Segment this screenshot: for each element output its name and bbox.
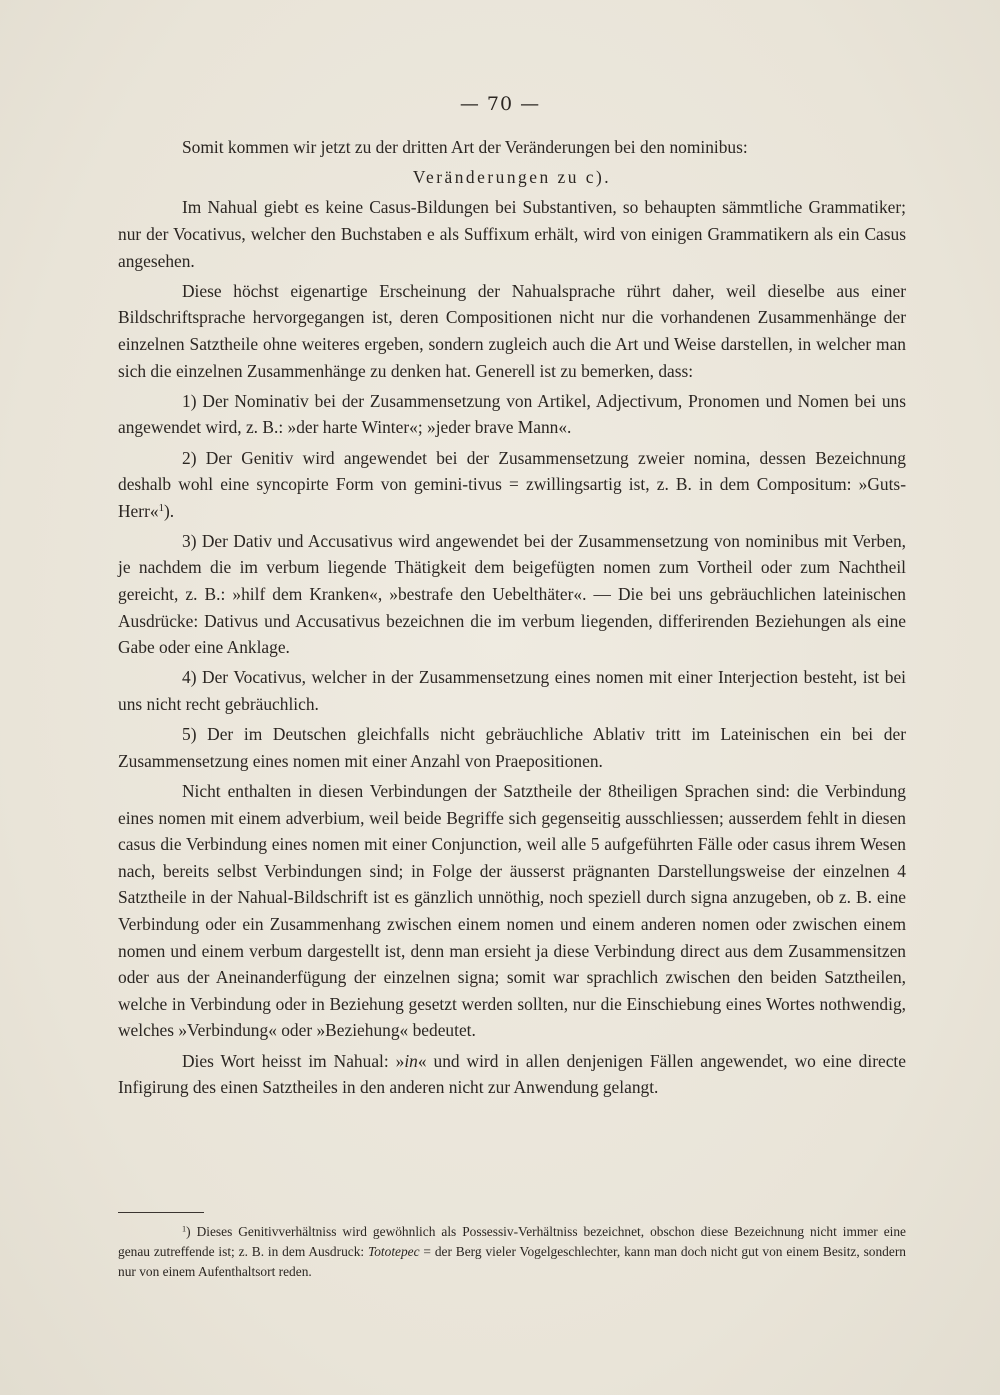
paragraph-5-italic: in (404, 1050, 418, 1071)
body-text (118, 134, 906, 1104)
footnote-tail: = der Berg vieler Vogelgeschlechter, kann man doch nicht gut von einem Besitz, sondern nur von einem Aufenthaltsort reden. (118, 1244, 906, 1279)
list-item-2-tail: ). (163, 500, 175, 521)
paragraph-2-text: Im Nahual giebt es keine Casus-Bildungen bei Substantiven, so behaupten sämmtliche Grammatiker; nur der Vocativus, welcher den Buchstaben e als Suffixum erhält, wird von einigen Grammatikern als ein Casus angesehen. (118, 197, 906, 271)
footnote-divider (118, 1212, 204, 1213)
paragraph-5-tail: « und wird in allen denjenigen Fällen angewendet, wo eine directe Infigirung des einen Satztheiles in den anderen nicht zur Anwendung gelangt. (118, 1050, 906, 1098)
paragraph-3: Diese höchst eigenartige Erscheinung der Nahualsprache rührt daher, weil dieselbe aus einer Bildschriftsprache hervorgegangen ist, deren Compositionen nicht nur die vorhandenen Zusammenhänge der einzelnen Satztheile ohne weiteres ergeben, sondern zugleich auch die Art und Weise darstellen, in welcher man sich die einzelnen Zusammenhänge zu denken hat. Generell ist zu bemerken, dass: (118, 280, 906, 381)
list-item-3: 3) Der Dativ und Accusativus wird angewendet bei der Zusammensetzung von nominibus mit Verben, je nachdem die im verbum liegende Thätigkeit dem beigefügten nomen zum Vortheil oder zum Nachtheil gereicht, z. B.: »hilf dem Kranken«, »bestrafe den Uebelthäter«. — Die bei uns gebräuchlichen lateinischen Ausdrücke: Dativus und Accusativus bezeichnen die im verbum liegenden, differirenden Beziehungen als eine Gabe oder eine Anklage. (118, 530, 906, 658)
footnote-text: ) Dieses Genitivverhältniss wird gewöhnlich als Possessiv-Verhältniss bezeichnet, obschon diese Bezeichnung nicht immer eine genau zutreffende ist; z. B. in dem Ausdruck: (118, 1224, 906, 1259)
paragraph-4: Nicht enthalten in diesen Verbindungen der Satztheile der 8theiligen Sprachen sind: die Verbindung eines nomen mit einem adverbium, weil beide Begriffe sich gegenseitig ausschliessen; ausserdem fehlt in diesen casus die Verbindung eines nomen mit einer Conjunction, weil alle 5 aufgeführten Fälle oder casus ihrem Wesen nach, bereits selbst Verbindungen sind; in Folge der äusserst prägnanten Darstellungsweise der einzelnen 4 Satztheile in der Nahual-Bildschrift ist es gänzlich unnöthig, noch speziell durch signa anzugeben, ob z. B. eine Verbindung oder ein Zusammenhang zwischen einem nomen und einem anderen nomen oder zwischen einem nomen und einem verbum dargestellt ist, denn man ersieht ja diese Verbindung direct aus dem Zusammensitzen oder aus der Aneinanderfügung der einzelnen signa; somit war sprachlich zwischen den beiden Satztheilen, welche in Verbindung oder in Beziehung gesetzt werden sollten, nur die Einschiebung eines Wortes nothwendig, welches »Verbindung« oder »Beziehung« bedeutet. (118, 781, 906, 1041)
footnote (118, 1222, 906, 1282)
footnote-marker: 1 (182, 1224, 187, 1234)
paragraph-5-text: Dies Wort heisst im Nahual: » (182, 1050, 405, 1071)
list-item-1: 1) Der Nominativ bei der Zusammensetzung von Artikel, Adjectivum, Pronomen und Nomen bei uns angewendet wird, z. B.: »der harte Winter«; »jeder brave Mann«. (118, 390, 906, 438)
paragraph-5 (118, 1048, 906, 1101)
page-number: — 70 — (459, 93, 541, 115)
paragraph-1: Somit kommen wir jetzt zu der dritten Art der Veränderungen bei den nominibus: (182, 137, 748, 157)
list-item-4: 4) Der Vocativus, welcher in der Zusammensetzung eines nomen mit einer Interjection besteht, ist bei uns nicht recht gebräuchlich. (118, 667, 906, 715)
list-item-2-text: 2) Der Genitiv wird angewendet bei der Zusammensetzung zweier nomina, dessen Bezeichnung deshalb wohl eine syncopirte Form von gemini-tivus = zwillingsartig ist, z. B. in dem Compositum: »Guts-Herr« (118, 447, 906, 521)
footnote-reference[interactable]: 1 (158, 501, 164, 514)
list-item-5: 5) Der im Deutschen gleichfalls nicht gebräuchliche Ablativ tritt im Lateinischen ein bei der Zusammensetzung eines nomen mit einer Anzahl von Praepositionen. (118, 724, 906, 771)
section-heading: Veränderungen zu c). (412, 167, 612, 188)
footnote-italic: Tototepec (368, 1244, 420, 1259)
list-item-2 (118, 445, 906, 525)
paragraph-2 (118, 194, 906, 274)
